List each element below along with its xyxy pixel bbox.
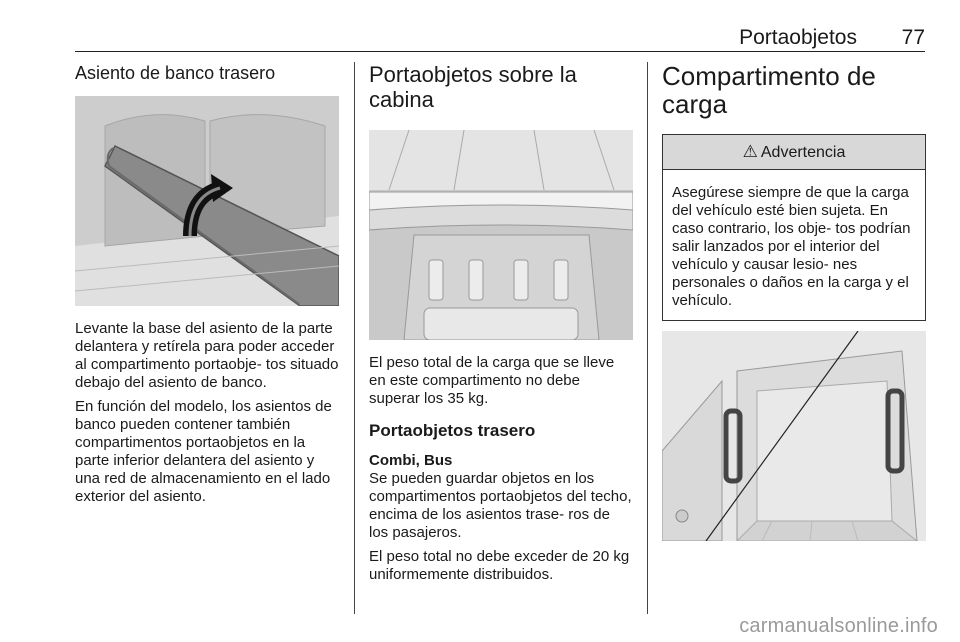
left-column bbox=[75, 62, 339, 506]
page-number: 77 bbox=[901, 26, 925, 49]
right-column bbox=[662, 62, 926, 541]
rear-storage-paragraph-2: El peso total no debe exceder de 20 kg uniformemente distribuidos. bbox=[369, 548, 630, 583]
warning-triangle-icon: ⚠ bbox=[742, 142, 758, 161]
page-header bbox=[75, 20, 925, 48]
rear-bench-paragraph-2: En función del modelo, los asientos de banco pueden contener también compartimentos portaobjetos en la parte inferior delantera del asiento y una red de almacenamiento en el lado exterior del asiento. bbox=[75, 398, 332, 505]
warning-text: Asegúrese siempre de que la carga del vehículo esté bien sujeta. En caso contrario, los obje- tos podrían salir lanzados por el interior del vehículo y causar lesio- nes personales o daños en la carga y el vehículo. bbox=[672, 184, 911, 309]
header-rule bbox=[75, 51, 925, 52]
subheading-rear-storage: Portaobjetos trasero bbox=[369, 421, 536, 440]
section-heading-cargo: Compartimento de carga bbox=[662, 61, 876, 119]
watermark: carmanualsonline.info bbox=[739, 615, 938, 637]
header-title: Portaobjetos bbox=[739, 26, 857, 49]
middle-column bbox=[369, 62, 633, 584]
column-divider bbox=[354, 62, 355, 614]
warning-header bbox=[663, 135, 925, 170]
section-heading-cabin-storage: Portaobjetos sobre la cabina bbox=[369, 62, 577, 112]
cargo-compartment-illustration bbox=[662, 331, 926, 541]
rear-bench-illustration bbox=[75, 96, 339, 306]
rear-bench-paragraph-1: Levante la base del asiento de la parte delantera y retírela para poder acceder al compartimento portaobje- tos situado debajo del asiento de banco. bbox=[75, 320, 339, 391]
section-heading-rear-bench: Asiento de banco trasero bbox=[75, 63, 276, 83]
warning-box bbox=[662, 134, 926, 321]
cabin-storage-paragraph: El peso total de la carga que se lleve en este compartimento no debe superar los 35 kg. bbox=[369, 354, 615, 407]
warning-title: Advertencia bbox=[760, 144, 846, 161]
rear-storage-paragraph-1: Se pueden guardar objetos en los compartimentos portaobjetos del techo, encima de los asientos trase- ros de los pasajeros. bbox=[369, 470, 632, 541]
cabin-storage-illustration bbox=[369, 130, 633, 340]
subheading-combi-bus: Combi, Bus bbox=[369, 452, 453, 469]
column-divider bbox=[647, 62, 648, 614]
